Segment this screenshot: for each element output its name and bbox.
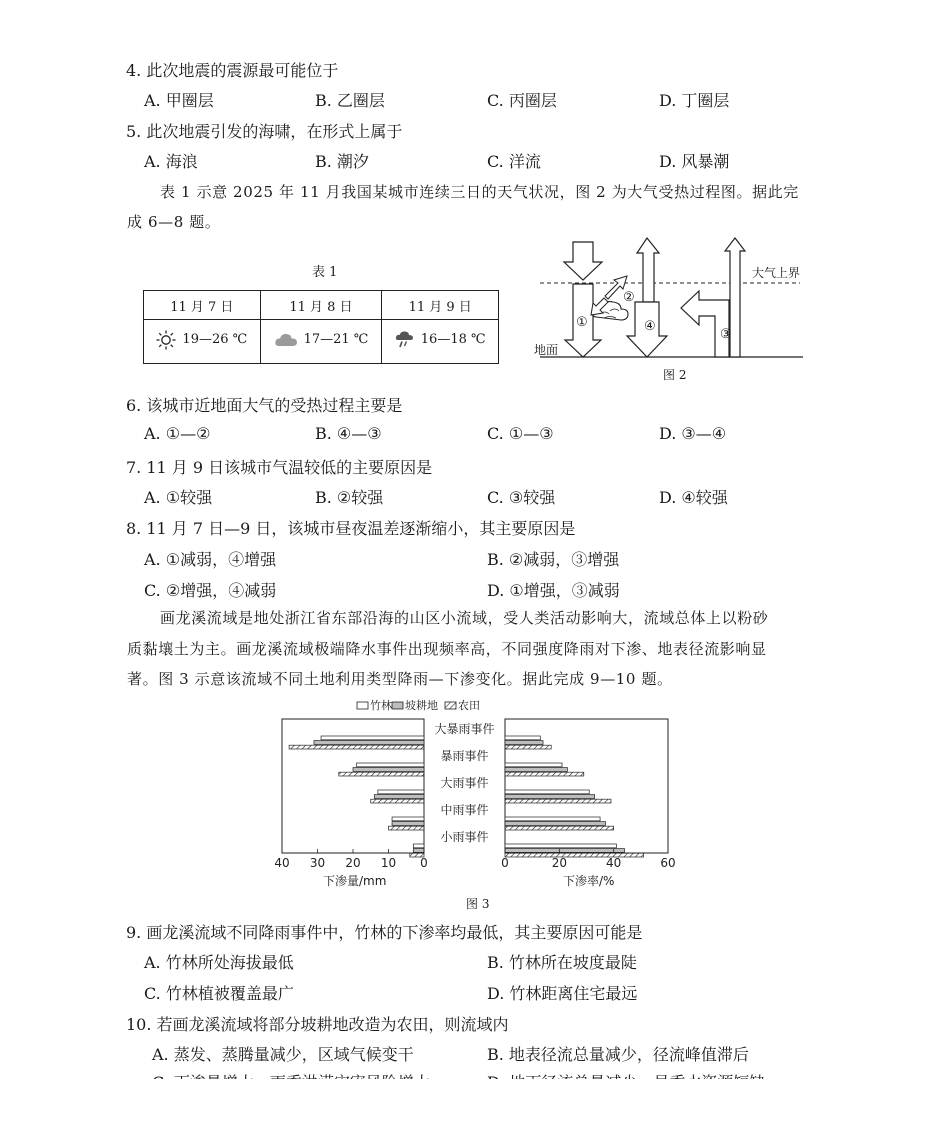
left-tick-label-4: 0 (420, 856, 428, 870)
q5-option-b: B. 潮汐 (315, 152, 369, 171)
table-header-day-1: 11 月 7 日 (144, 291, 261, 320)
q8-option-c: C. ②增强，④减弱 (144, 581, 277, 600)
weather-table (143, 290, 499, 364)
right-bar-0-2 (505, 745, 551, 749)
intro-paragraph-1-line-1: 表 1 示意 2025 年 11 月我国某城市连续三日的天气状况，图 2 为大气受热过程图。据此完 (160, 183, 799, 201)
category-label-2: 大雨事件 (440, 776, 489, 790)
right-bar-2-2 (505, 799, 611, 803)
left-bar-3-2 (389, 826, 425, 830)
left-tick-label-3: 10 (380, 856, 397, 870)
q6-option-d: D. ③—④ (659, 424, 727, 443)
sun-icon (156, 330, 176, 350)
temp-range-day-2: 17—21 ℃ (303, 332, 369, 347)
ground-radiation-upward-arrow (637, 238, 659, 302)
category-label-4: 小雨事件 (440, 830, 489, 844)
right-bar-4-1 (505, 849, 625, 853)
legend-swatch-1 (392, 702, 403, 709)
q7-option-d: D. ④较强 (659, 488, 728, 507)
q7-option-b: B. ②较强 (315, 488, 384, 507)
q8-option-b: B. ②减弱，③增强 (487, 550, 620, 569)
q6-option-b: B. ④—③ (315, 424, 382, 443)
rain-icon (395, 330, 415, 350)
left-bar-4-1 (413, 849, 424, 853)
question-5-stem: 5. 此次地震引发的海啸，在形式上属于 (126, 122, 403, 141)
figure-2-caption: 图 2 (663, 368, 687, 382)
q8-option-d: D. ①增强，③减弱 (487, 581, 620, 600)
ground-label: 地面 (534, 343, 559, 357)
intro-paragraph-2-line-3: 著。图 3 示意该流域不同土地利用类型降雨—下渗变化。据此完成 9—10 题。 (127, 670, 673, 688)
question-8-stem: 8. 11 月 7 日—9 日，该城市昼夜温差逐渐缩小，其主要原因是 (126, 519, 576, 538)
left-bar-2-2 (371, 799, 424, 803)
right-bar-2-0 (505, 790, 589, 794)
right-bar-3-1 (505, 822, 606, 826)
marker-3: ③ (720, 327, 732, 342)
question-10-stem: 10. 若画龙溪流域将部分坡耕地改造为农田，则流域内 (126, 1015, 509, 1034)
legend-label-2: 农田 (458, 699, 480, 712)
category-label-3: 中雨事件 (440, 803, 489, 817)
right-bar-3-2 (505, 826, 614, 830)
q9-option-d: D. 竹林距离住宅最远 (487, 984, 638, 1003)
left-bar-3-1 (392, 822, 424, 826)
left-bar-0-0 (321, 736, 424, 740)
q8-option-a: A. ①减弱，④增强 (144, 550, 277, 569)
table-cell-day-1 (144, 320, 261, 364)
q4-option-b: B. 乙圈层 (315, 91, 385, 110)
atmospheric-heating-diagram (530, 236, 810, 386)
left-bar-4-0 (413, 844, 424, 848)
left-tick-label-1: 30 (309, 856, 326, 870)
infiltration-bar-chart (265, 695, 695, 895)
q6-option-c: C. ①—③ (487, 424, 554, 443)
marker-2: ② (623, 290, 635, 305)
q10-option-b: B. 地表径流总量减少，径流峰值滞后 (487, 1045, 749, 1064)
left-bar-3-0 (392, 817, 424, 821)
table-header-day-3: 11 月 9 日 (382, 291, 499, 320)
q5-option-a: A. 海浪 (144, 152, 198, 171)
legend-label-0: 竹林 (370, 699, 392, 712)
right-axis-label: 下渗率/% (563, 874, 615, 888)
left-bar-1-1 (353, 768, 424, 772)
table-1-caption: 表 1 (312, 265, 338, 280)
right-bar-3-0 (505, 817, 600, 821)
intro-paragraph-2-line-1: 画龙溪流域是地处浙江省东部沿海的山区小流域，受人类活动影响大，流域总体上以粉砂 (160, 609, 769, 627)
figure-3-caption: 图 3 (466, 897, 490, 911)
right-bar-4-0 (505, 844, 616, 848)
q9-option-c: C. 竹林植被覆盖最广 (144, 984, 294, 1003)
legend-swatch-0 (357, 702, 368, 709)
marker-1: ① (576, 315, 588, 330)
page-bottom-crop (0, 1079, 950, 1138)
question-4-stem: 4. 此次地震的震源最可能位于 (126, 61, 339, 80)
right-bar-1-1 (505, 768, 567, 772)
left-bar-0-2 (289, 745, 424, 749)
q10-option-a: A. 蒸发、蒸腾量减少，区域气候变干 (152, 1045, 414, 1064)
marker-4: ④ (644, 319, 656, 334)
category-label-0: 大暴雨事件 (434, 722, 495, 736)
chart-legend (357, 698, 480, 712)
right-bar-1-0 (505, 763, 562, 767)
left-bar-2-0 (378, 790, 424, 794)
table-header-day-2: 11 月 8 日 (260, 291, 382, 320)
q9-option-a: A. 竹林所处海拔最低 (144, 953, 294, 972)
q9-option-b: B. 竹林所在坡度最陡 (487, 953, 637, 972)
left-bar-0-1 (314, 741, 424, 745)
q4-option-a: A. 甲圈层 (144, 91, 214, 110)
legend-swatch-2 (445, 702, 456, 709)
left-bar-1-0 (357, 763, 424, 767)
q5-option-c: C. 洋流 (487, 152, 541, 171)
cloud-icon (274, 332, 298, 348)
temp-range-day-3: 16—18 ℃ (420, 332, 486, 347)
table-cell-day-2 (260, 320, 382, 364)
table-cell-day-3 (382, 320, 499, 364)
question-6-stem: 6. 该城市近地面大气的受热过程主要是 (126, 396, 403, 415)
right-tick-label-2: 40 (606, 856, 622, 870)
intro-paragraph-2-line-2: 质黏壤土为主。画龙溪流域极端降水事件出现频率高，不同强度降雨对下渗、地表径流影响显 (127, 640, 767, 658)
right-bar-4-2 (505, 853, 644, 857)
right-tick-label-1: 20 (551, 856, 567, 870)
q4-option-c: C. 丙圈层 (487, 91, 557, 110)
right-bar-0-0 (505, 736, 540, 740)
legend-label-1: 坡耕地 (405, 699, 438, 712)
left-axis-label: 下渗量/mm (323, 874, 387, 888)
left-tick-label-0: 40 (274, 856, 290, 870)
left-bar-2-1 (374, 795, 424, 799)
right-bar-1-2 (505, 772, 584, 776)
q4-option-d: D. 丁圈层 (659, 91, 730, 110)
atmosphere-top-label: 大气上界 (752, 266, 801, 280)
left-bar-1-2 (339, 772, 424, 776)
left-tick-label-2: 20 (345, 856, 361, 870)
q7-option-c: C. ③较强 (487, 488, 556, 507)
q7-option-a: A. ①较强 (144, 488, 213, 507)
q5-option-d: D. 风暴潮 (659, 152, 730, 171)
question-7-stem: 7. 11 月 9 日该城市气温较低的主要原因是 (126, 458, 433, 477)
right-bar-2-1 (505, 795, 595, 799)
right-tick-label-0: 0 (501, 856, 509, 870)
right-bar-0-1 (505, 741, 543, 745)
question-9-stem: 9. 画龙溪流域不同降雨事件中，竹林的下渗率均最低，其主要原因可能是 (126, 923, 643, 942)
incoming-radiation-arrow (564, 242, 602, 280)
ground-radiation-arrow-3 (681, 291, 729, 357)
category-label-1: 暴雨事件 (440, 749, 489, 763)
intro-paragraph-1-line-2: 成 6—8 题。 (127, 213, 221, 231)
q6-option-a: A. ①—② (144, 424, 211, 443)
right-tick-label-3: 60 (660, 856, 676, 870)
temp-range-day-1: 19—26 ℃ (182, 332, 248, 347)
